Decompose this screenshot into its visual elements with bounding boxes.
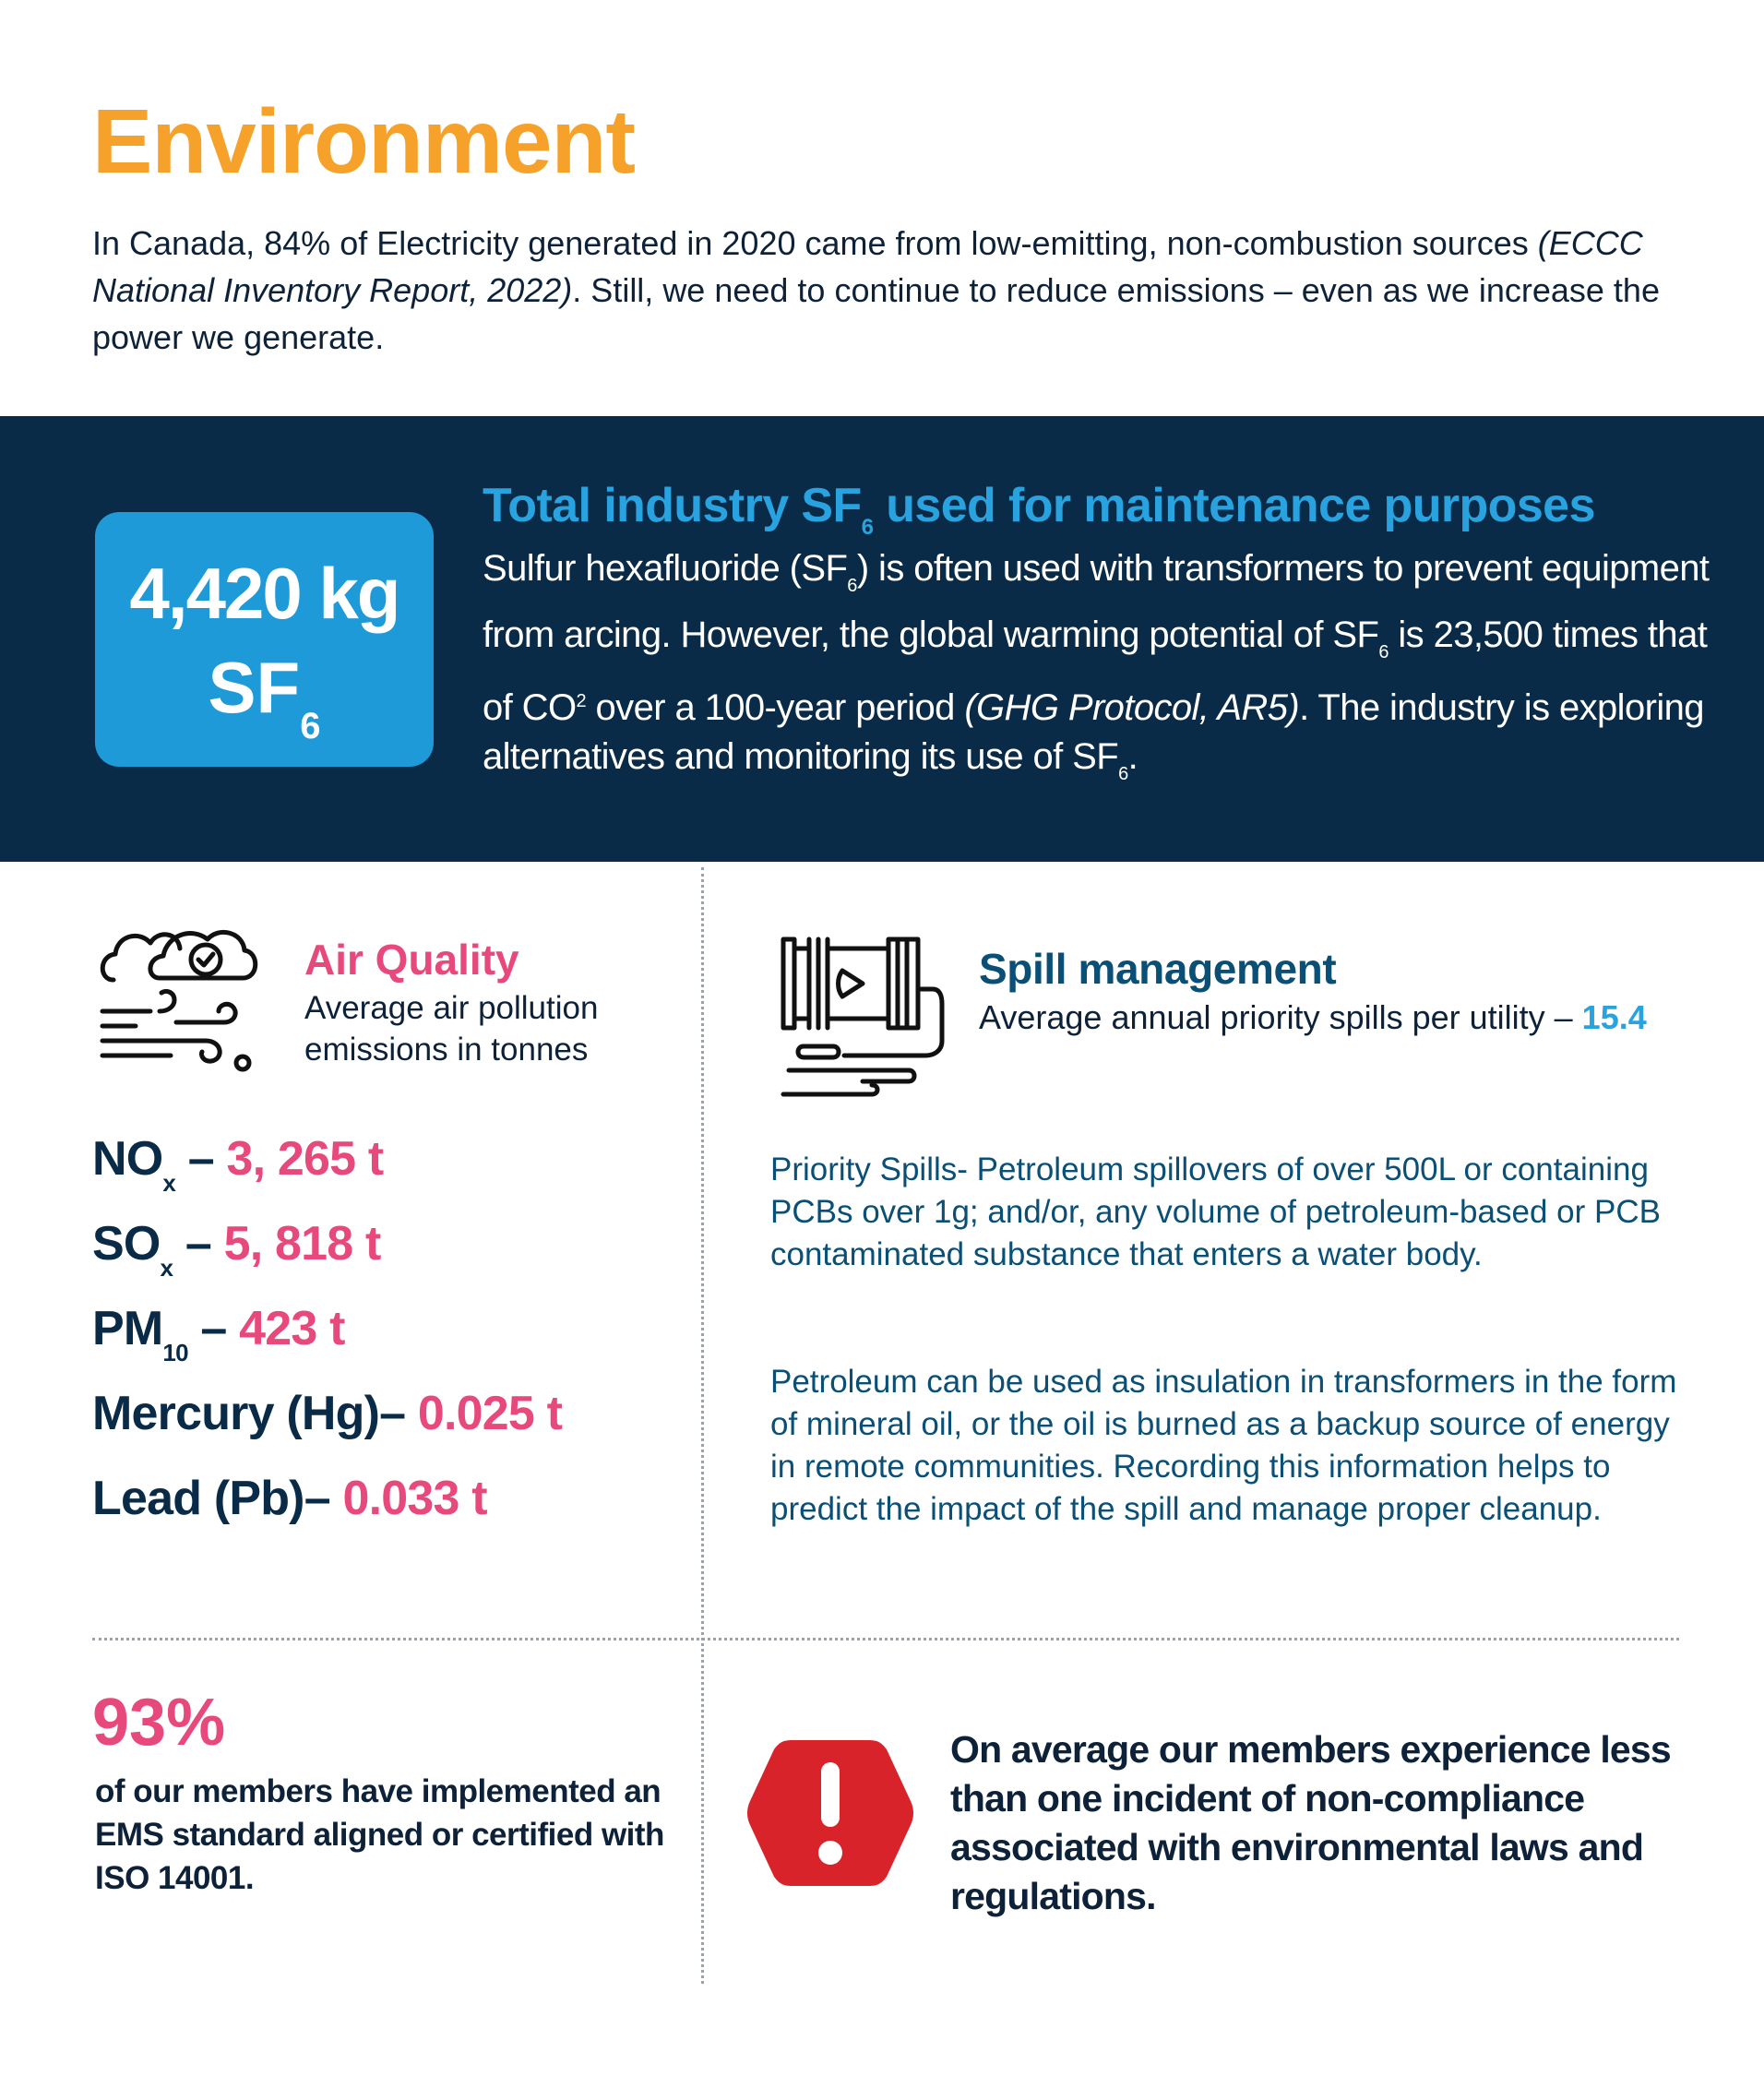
cloud-wind-check-icon xyxy=(95,923,261,1081)
ems-percentage: 93% xyxy=(92,1686,226,1760)
emission-value: 0.033 t xyxy=(342,1472,487,1525)
sf6-desc-sub: 6 xyxy=(847,576,857,596)
sf6-heading xyxy=(483,480,1595,540)
sf6-unit-main: SF xyxy=(208,647,301,728)
spill-management-title: Spill management xyxy=(979,945,1337,993)
sf6-value: 4,420 kg xyxy=(129,553,399,634)
horizontal-divider xyxy=(92,1638,1679,1641)
spill-value: 15.4 xyxy=(1581,998,1647,1036)
emission-value: 423 t xyxy=(239,1302,345,1355)
spill-description xyxy=(979,996,1680,1039)
sf6-desc-part: ) is often used with transformers to prevent equipment from arcing. However, the global warming potential of SF xyxy=(483,548,1710,655)
emission-sep: – xyxy=(173,1217,224,1271)
sf6-desc-sub: 6 xyxy=(1118,764,1128,784)
emission-label: Mercury (Hg) xyxy=(92,1387,380,1440)
sf6-desc-citation: (GHG Protocol, AR5) xyxy=(964,687,1300,728)
emission-value: 0.025 t xyxy=(417,1387,563,1440)
sf6-description xyxy=(483,544,1719,799)
emission-pm10 xyxy=(92,1303,345,1366)
spill-desc-text: Average annual priority spills per utility – xyxy=(979,998,1582,1036)
emission-sep: – xyxy=(304,1472,343,1525)
sf6-unit xyxy=(95,649,434,746)
sf6-heading-sub: 6 xyxy=(861,515,874,540)
air-quality-title: Air Quality xyxy=(304,936,519,984)
ems-description: of our members have implemented an EMS standard aligned or certified with ISO 14001. xyxy=(95,1773,664,1896)
oil-barrel-spill-icon xyxy=(770,932,946,1098)
intro-citation: (ECCC National Inventory Report, 2022) xyxy=(92,224,1643,309)
air-quality-description: Average air pollution emissions in tonnes xyxy=(304,990,599,1068)
sf6-desc-sub: 6 xyxy=(1378,642,1389,662)
emission-mercury xyxy=(92,1388,562,1440)
sf6-desc-part: is 23,500 times that of CO xyxy=(483,614,1708,728)
emission-label: PM xyxy=(92,1302,163,1355)
spill-definition-paragraph: Priority Spills- Petroleum spillovers of over 500L or containing PCBs over 1g; and/or, any volume of petroleum-based or PCB contaminated substance that enters a water body. xyxy=(770,1151,1661,1272)
emission-label-sub: x xyxy=(160,1254,173,1282)
sf6-unit-sub: 6 xyxy=(300,706,321,746)
sf6-desc-sup: 2 xyxy=(576,691,587,711)
sf6-desc-part: over a 100-year period xyxy=(586,687,965,728)
emission-value: 5, 818 t xyxy=(223,1217,381,1271)
sf6-heading-b: used for maintenance purposes xyxy=(873,479,1595,532)
emission-nox xyxy=(92,1133,383,1197)
page-title: Environment xyxy=(92,90,635,192)
sf6-desc-part: Sulfur hexafluoride (SF xyxy=(483,548,848,589)
compliance-statement: On average our members experience less than one incident of non-compliance associated with environmental laws and regulations. xyxy=(950,1728,1671,1917)
intro-paragraph xyxy=(92,220,1679,361)
emission-value: 3, 265 t xyxy=(226,1132,384,1186)
emission-label: SO xyxy=(92,1217,161,1271)
emission-label-sub: 10 xyxy=(162,1339,188,1366)
sf6-stat-box xyxy=(95,512,434,767)
sf6-heading-a: Total industry SF xyxy=(483,479,862,532)
spill-info-paragraph: Petroleum can be used as insulation in transformers in the form of mineral oil, or the oil is burned as a backup source of energy in remote communities. Recording this information helps to predict the impact of the spill and manage proper cleanup. xyxy=(770,1364,1677,1527)
intro-text-end: . Still, we need to continue to reduce emissions – even as we increase the power we generate. xyxy=(92,271,1660,356)
vertical-divider xyxy=(701,867,704,1984)
emission-label: NO xyxy=(92,1132,163,1186)
emission-lead xyxy=(92,1473,487,1525)
emission-label: Lead (Pb) xyxy=(92,1472,304,1525)
exclamation-octagon-icon xyxy=(743,1735,918,1891)
emission-sep: – xyxy=(187,1302,240,1355)
sf6-desc-part: . The industry is exploring alternatives and monitoring its use of SF xyxy=(483,687,1704,777)
sf6-desc-part: . xyxy=(1127,736,1138,777)
emission-label-sub: x xyxy=(162,1169,176,1197)
emission-sep: – xyxy=(175,1132,227,1186)
intro-text: In Canada, 84% of Electricity generated in 2020 came from low-emitting, non-combustion sources xyxy=(92,224,1538,262)
emission-sep: – xyxy=(379,1387,418,1440)
emission-sox xyxy=(92,1218,381,1282)
